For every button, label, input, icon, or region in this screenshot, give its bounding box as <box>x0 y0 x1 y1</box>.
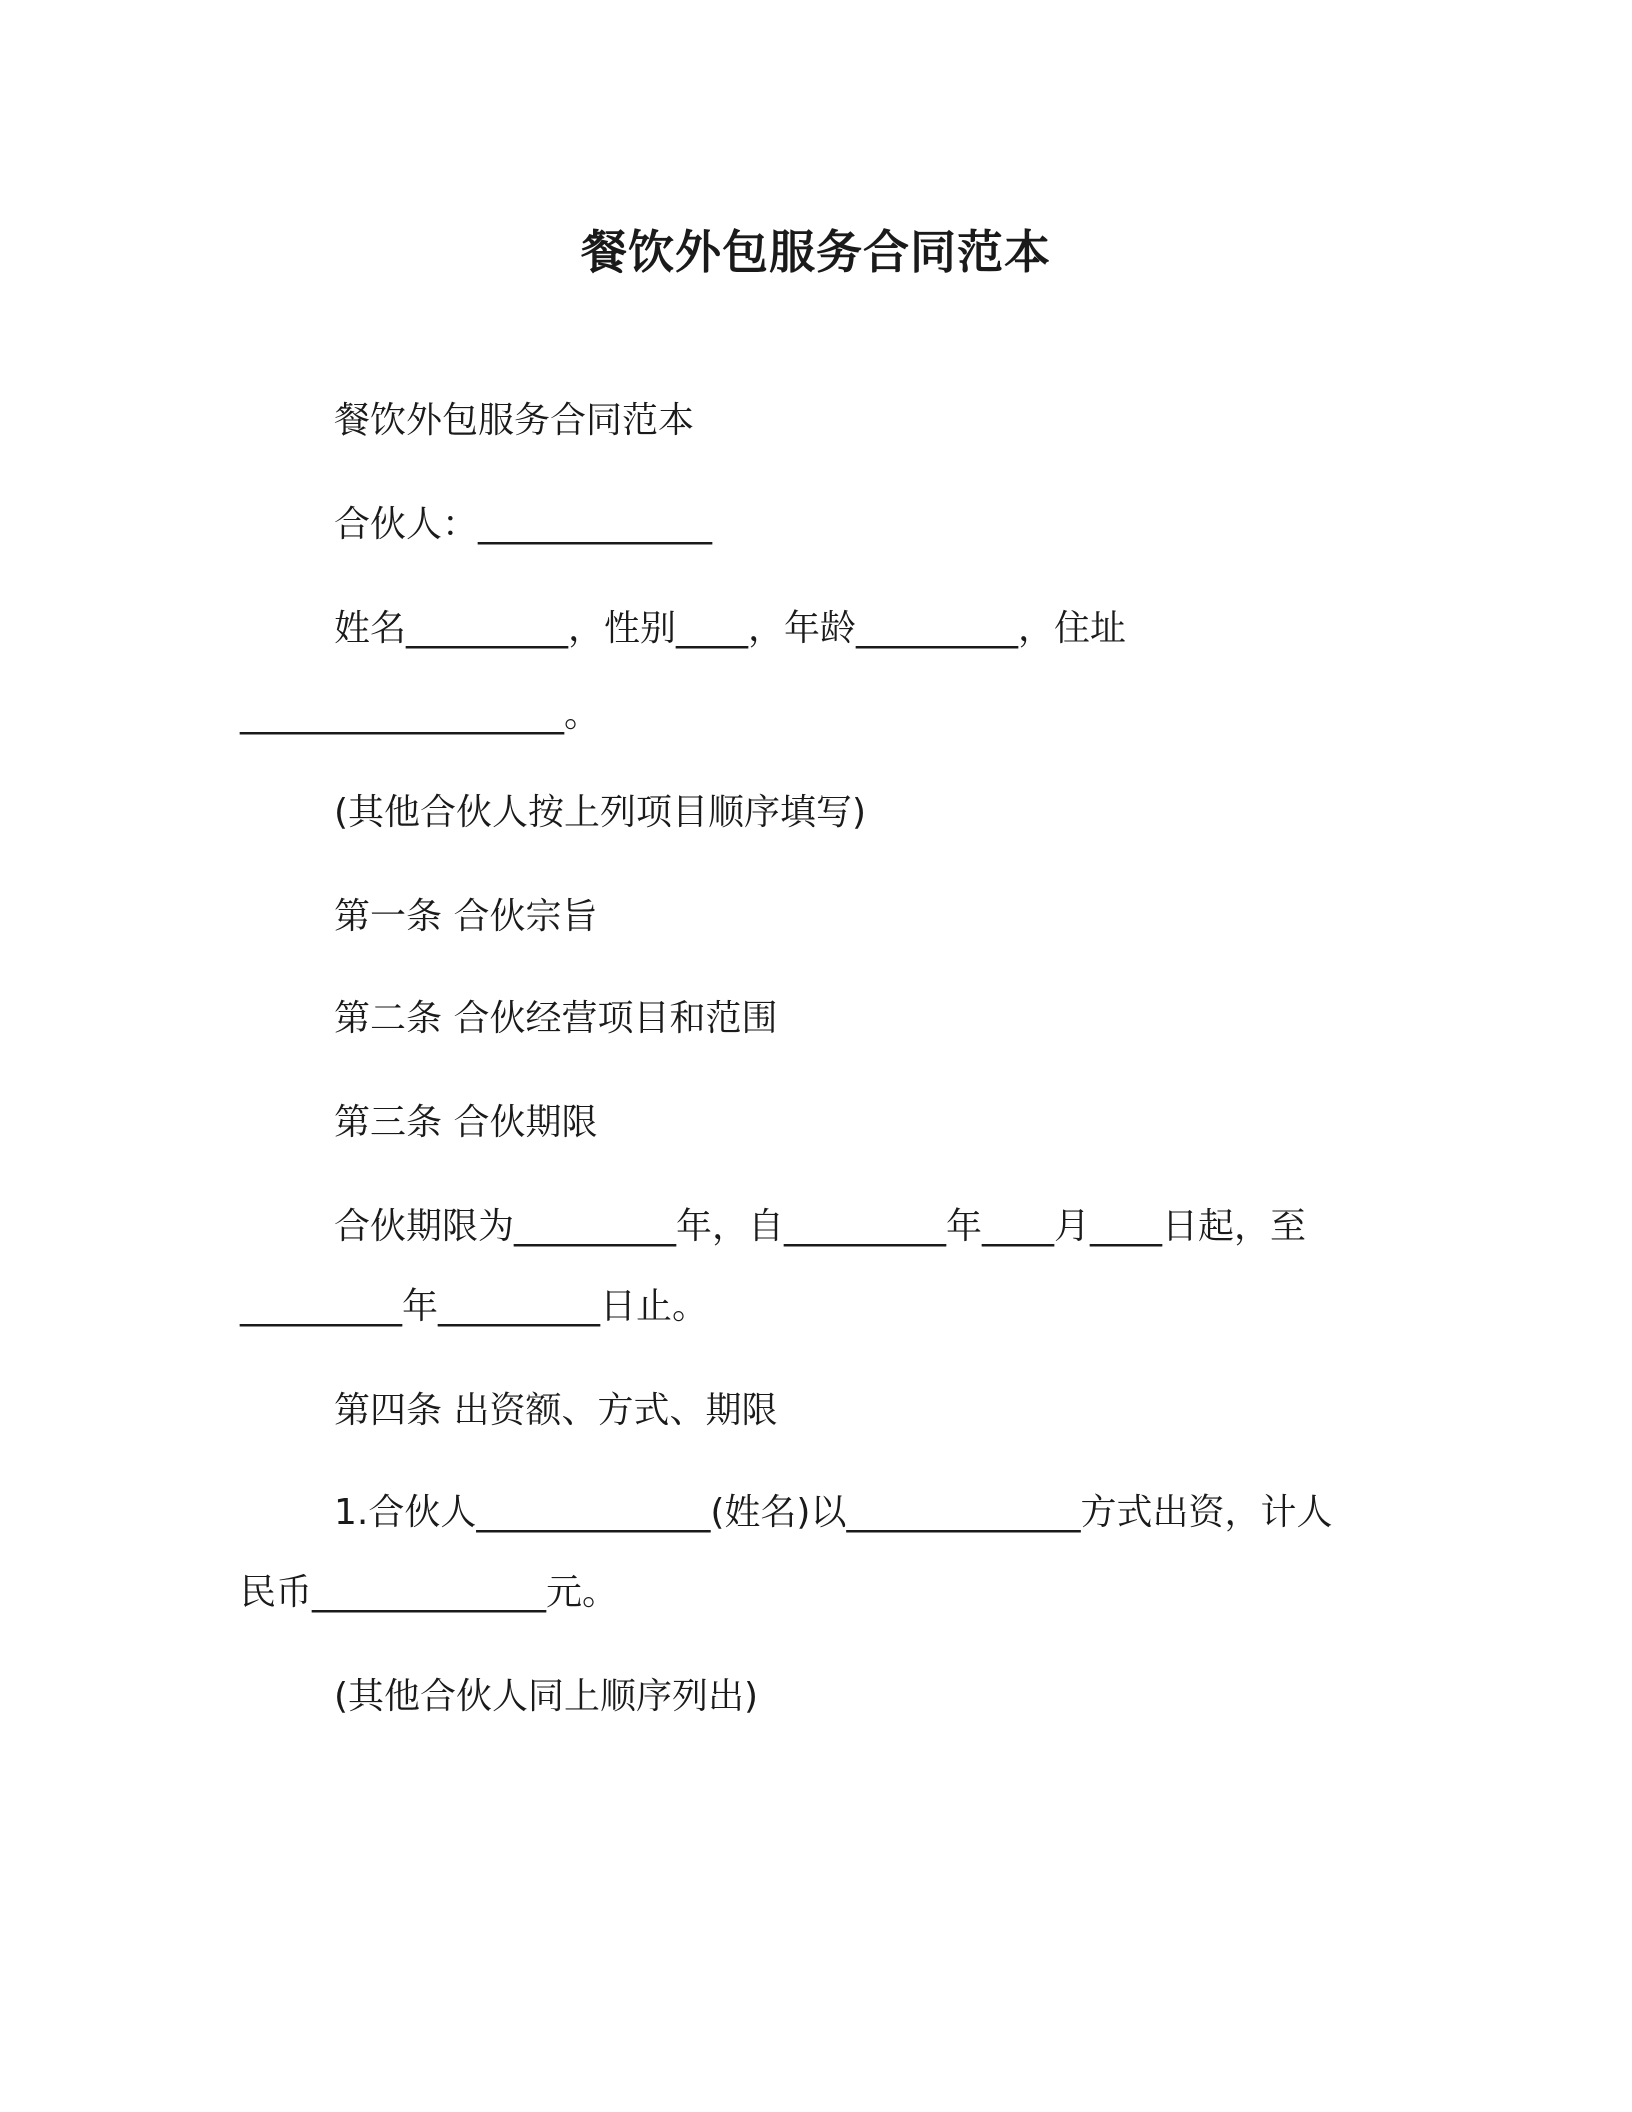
term-line: 合伙期限为_________年，自_________年____月____日起，至 <box>334 1206 1307 1247</box>
article-1-heading: 第一条 合伙宗旨 <box>334 896 598 937</box>
contribution-amount-line: 民币_____________元。 <box>240 1572 619 1613</box>
term-end-line: _________年_________日止。 <box>240 1286 709 1327</box>
article-3-heading: 第三条 合伙期限 <box>334 1102 598 1143</box>
article-4-heading: 第四条 出资额、方式、期限 <box>334 1390 778 1431</box>
other-partners-note: (其他合伙人按上列项目顺序填写) <box>334 792 867 833</box>
document-title: 餐饮外包服务合同范本 <box>581 225 1051 279</box>
subtitle-line: 餐饮外包服务合同范本 <box>334 400 695 441</box>
partner-line: 合伙人：_____________ <box>334 504 713 545</box>
article-2-heading: 第二条 合伙经营项目和范围 <box>334 998 778 1039</box>
contribution-line: 1.合伙人_____________(姓名)以_____________方式出资，计人 <box>334 1492 1333 1533</box>
other-partners-order-note: (其他合伙人同上顺序列出) <box>334 1676 759 1717</box>
partner-details-line: 姓名_________，性别____，年龄_________，住址 <box>334 608 1127 649</box>
partner-address-line: __________________。 <box>240 694 600 735</box>
